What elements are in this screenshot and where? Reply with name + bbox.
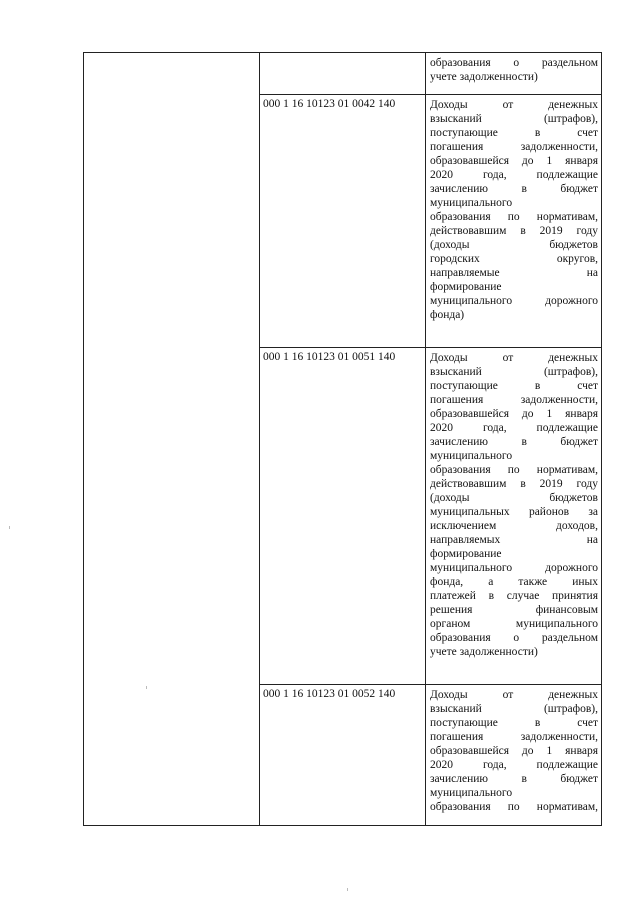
description-line: образования по нормативам, — [430, 464, 598, 476]
description-line: поступающие в счет — [430, 127, 598, 139]
description-line: зачислению в бюджет — [430, 773, 598, 785]
description-text — [426, 348, 601, 659]
description-line: образовавшейся до 1 января — [430, 745, 598, 757]
description-line: погашения задолженности, — [430, 731, 598, 743]
description-line: образования о раздельном — [430, 632, 598, 644]
code-cell — [260, 348, 426, 685]
code-cell — [260, 685, 426, 826]
description-line: решения финансовым — [430, 604, 598, 616]
description-text — [426, 53, 601, 84]
description-line: Доходы от денежных — [430, 352, 598, 364]
code-cell — [260, 95, 426, 348]
description-line: Доходы от денежных — [430, 99, 598, 111]
description-line: действовавшим в 2019 году — [430, 478, 598, 490]
description-line: образовавшейся до 1 января — [430, 408, 598, 420]
description-line: образования о раздельном — [430, 57, 598, 69]
description-line: направляемые на — [430, 267, 598, 279]
description-line: погашения задолженности, — [430, 141, 598, 153]
description-text — [426, 95, 601, 322]
scan-artifact — [9, 526, 10, 529]
code-text — [260, 53, 425, 55]
description-line: учете задолженности) — [430, 646, 538, 658]
description-line: образовавшейся до 1 января — [430, 155, 598, 167]
description-line: 2020 года, подлежащие — [430, 169, 598, 181]
scan-artifact — [347, 888, 348, 891]
description-line: исключением доходов, — [430, 520, 598, 532]
description-line: действовавшим в 2019 году — [430, 225, 598, 237]
code-text: 000 1 16 10123 01 0042 140 — [263, 98, 396, 110]
description-line: 2020 года, подлежащие — [430, 759, 598, 771]
description-line: платежей в случае принятия — [430, 590, 598, 602]
description-cell — [426, 348, 602, 685]
description-line: взысканий (штрафов), — [430, 366, 598, 378]
description-line: (доходы бюджетов — [430, 239, 598, 251]
description-line: учете задолженности) — [430, 71, 538, 83]
description-line: (доходы бюджетов — [430, 492, 598, 504]
description-line: зачислению в бюджет — [430, 436, 598, 448]
description-line: Доходы от денежных — [430, 689, 598, 701]
code-cell — [260, 53, 426, 95]
description-line: фонда) — [430, 309, 465, 321]
code-text: 000 1 16 10123 01 0052 140 — [263, 688, 396, 700]
description-line: муниципального — [430, 197, 513, 209]
description-cell — [426, 53, 602, 95]
table-row — [84, 53, 602, 95]
description-line: взысканий (штрафов), — [430, 703, 598, 715]
description-cell — [426, 685, 602, 826]
description-line: органом муниципального — [430, 618, 598, 630]
description-line: 2020 года, подлежащие — [430, 422, 598, 434]
description-line: городских округов, — [430, 253, 598, 265]
code-text: 000 1 16 10123 01 0051 140 — [263, 351, 396, 363]
table-body — [84, 53, 602, 826]
description-line: зачислению в бюджет — [430, 183, 598, 195]
description-cell — [426, 95, 602, 348]
description-line: муниципального — [430, 450, 513, 462]
description-line: погашения задолженности, — [430, 394, 598, 406]
description-line: образования по нормативам, — [430, 801, 598, 813]
description-line: взысканий (штрафов), — [430, 113, 598, 125]
description-line: поступающие в счет — [430, 717, 598, 729]
description-line: поступающие в счет — [430, 380, 598, 392]
revenue-codes-table — [83, 52, 602, 826]
description-line: направляемых на — [430, 534, 598, 546]
empty-left-column — [84, 53, 260, 826]
description-line: фонда, а также иных — [430, 576, 598, 588]
description-line: формирование — [430, 281, 502, 293]
scan-artifact — [146, 686, 147, 689]
description-line: муниципального дорожного — [430, 295, 598, 307]
description-text — [426, 685, 601, 814]
description-line: образования по нормативам, — [430, 211, 598, 223]
description-line: муниципального дорожного — [430, 562, 598, 574]
description-line: муниципального — [430, 787, 513, 799]
description-line: формирование — [430, 548, 502, 560]
description-line: муниципальных районов за — [430, 506, 598, 518]
